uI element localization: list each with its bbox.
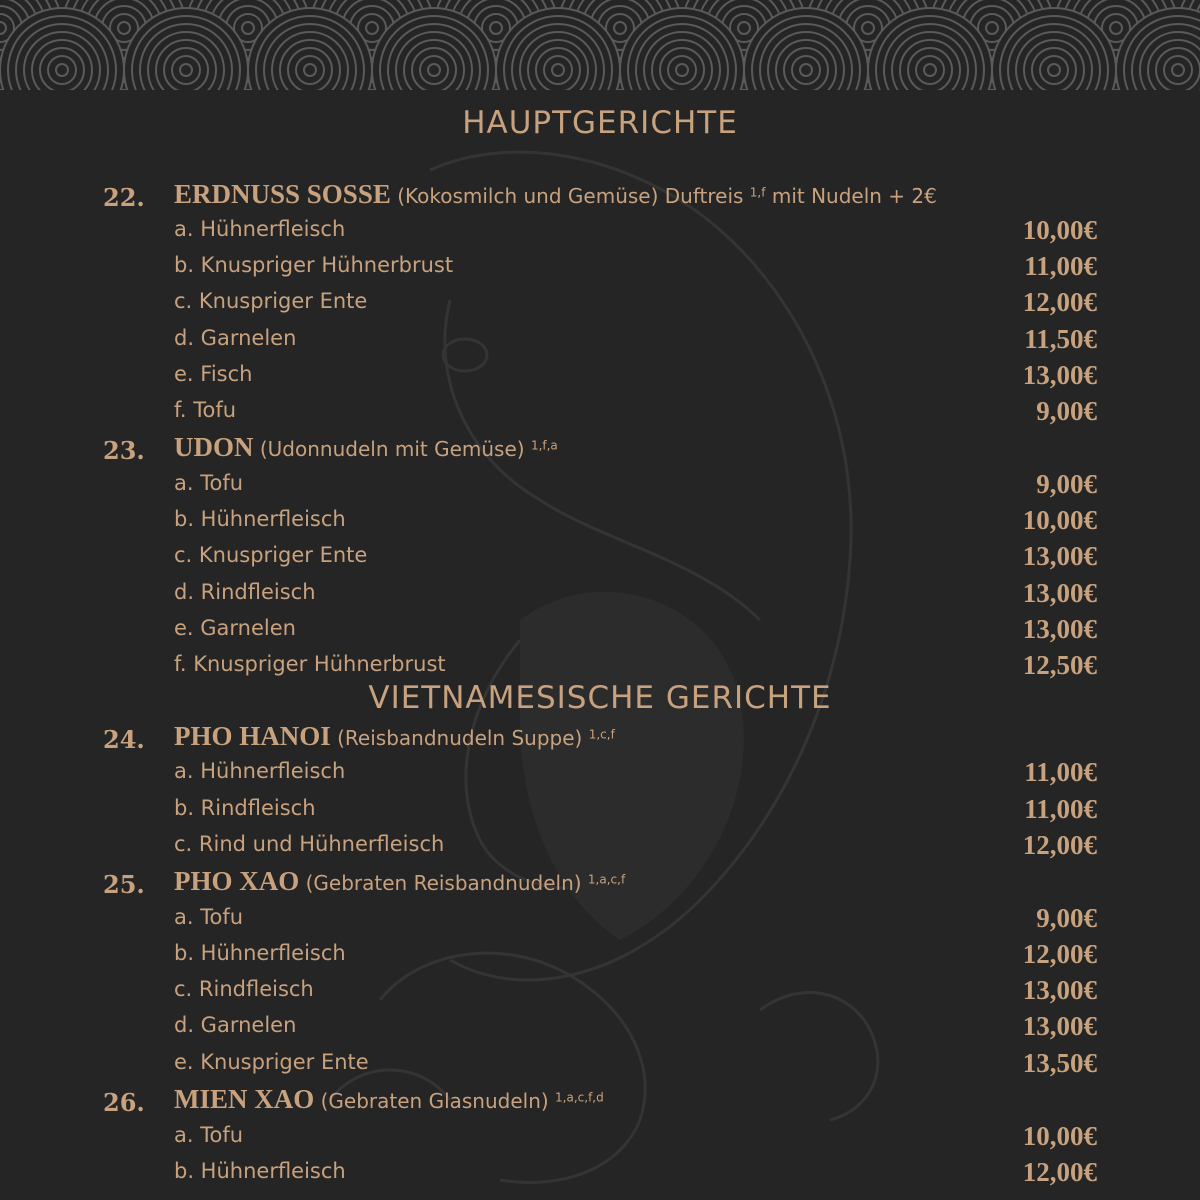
menu-item-row [0,903,1200,939]
menu-item-label: e. Fisch [174,362,253,386]
menu-item-label: b. Hühnerfleisch [174,1159,346,1183]
menu-item-label: e. Knuspriger Ente [174,1050,369,1074]
menu-item-row [0,287,1200,323]
dish-description: (Gebraten Glasnudeln) [314,1089,556,1113]
menu-item-price: 11,00€ [1024,251,1097,281]
dish-name-line [174,1084,604,1115]
menu-item-label: d. Garnelen [174,1013,297,1037]
dish-number: 25. [103,870,145,899]
menu-item-row [0,469,1200,505]
menu-item-price: 13,00€ [1022,360,1097,390]
menu-item-label: c. Rindfleisch [174,977,314,1001]
dish-name-line [174,721,615,752]
menu-item-price: 12,00€ [1022,1157,1097,1187]
dish-header [0,1084,1200,1120]
menu-item-row [0,757,1200,793]
menu-item-row [0,505,1200,541]
menu-item-price: 12,00€ [1022,287,1097,317]
dish-description: (Reisbandnudeln Suppe) [330,726,589,750]
menu-item-row [0,578,1200,614]
menu-item-price: 10,00€ [1022,1121,1097,1151]
menu-item-row [0,1157,1200,1193]
dish-name-line [174,179,937,210]
menu-item-row [0,939,1200,975]
menu-item-label: a. Tofu [174,905,244,929]
menu-item-price: 13,50€ [1022,1048,1097,1078]
menu-item-price: 11,00€ [1024,757,1097,787]
menu-item-row [0,541,1200,577]
menu-item-label: c. Knuspriger Ente [174,289,368,313]
dish-number: 26. [103,1088,145,1117]
menu-item-label: f. Tofu [174,398,237,422]
menu-item-label: b. Rindfleisch [174,796,316,820]
menu-item-price: 10,00€ [1022,215,1097,245]
menu-item-price: 12,00€ [1022,830,1097,860]
menu-item-price: 13,00€ [1022,1011,1097,1041]
dish-number: 23. [103,436,145,465]
dish-title: UDON [174,432,254,462]
dish-title: PHO XAO [174,866,300,896]
menu-item-row [0,650,1200,686]
dish-title: ERDNUSS SOSSE [174,179,391,209]
menu-item-price: 13,00€ [1022,614,1097,644]
dish-number: 22. [103,183,145,212]
dish-description: (Udonnudeln mit Gemüse) [253,437,531,461]
menu-item-row [0,1048,1200,1084]
menu-item-row [0,1121,1200,1157]
dish-header [0,721,1200,757]
menu-item-row [0,360,1200,396]
menu-item-label: a. Tofu [174,471,244,495]
menu-item-price: 10,00€ [1022,505,1097,535]
menu-item-row [0,215,1200,251]
menu-item-price: 11,50€ [1024,324,1097,354]
section-title-hauptgerichte: HAUPTGERICHTE [462,105,738,141]
menu-item-label: c. Knuspriger Ente [174,543,368,567]
dish-description: (Kokosmilch und Gemüse) Duftreis [390,184,750,208]
dish-name-line [174,432,558,463]
dish-title: MIEN XAO [174,1084,315,1114]
menu-item-row [0,794,1200,830]
menu-item-label: a. Hühnerfleisch [174,217,346,241]
dish-header [0,866,1200,902]
menu-item-price: 13,00€ [1022,975,1097,1005]
allergen-codes: 1,f,a [530,438,558,453]
allergen-codes: 1,a,c,f,d [555,1090,604,1105]
allergen-codes: 1,c,f [588,727,615,742]
allergen-codes: 1,f [749,185,766,200]
menu-item-price: 13,00€ [1022,541,1097,571]
menu-item-label: c. Rind und Hühnerfleisch [174,832,445,856]
menu-item-label: d. Garnelen [174,326,297,350]
menu-item-label: a. Tofu [174,1123,244,1147]
menu-item-row [0,396,1200,432]
allergen-codes: 1,a,c,f [587,872,626,887]
menu-item-price: 9,00€ [1036,396,1097,426]
menu-item-price: 11,00€ [1024,794,1097,824]
menu-item-row [0,830,1200,866]
menu-item-label: b. Hühnerfleisch [174,941,346,965]
section-title-vietnamesische-gerichte: VIETNAMESISCHE GERICHTE [368,680,832,716]
menu-item-price: 9,00€ [1036,903,1097,933]
dish-header [0,179,1200,215]
dish-number: 24. [103,725,145,754]
menu-item-label: b. Hühnerfleisch [174,507,346,531]
menu-item-price: 12,00€ [1022,939,1097,969]
menu-item-label: f. Knuspriger Hühnerbrust [174,652,446,676]
menu-item-row [0,1011,1200,1047]
dish-name-line [174,866,625,897]
menu-item-row [0,614,1200,650]
menu-item-label: e. Garnelen [174,616,296,640]
menu-item-price: 9,00€ [1036,469,1097,499]
menu-item-row [0,975,1200,1011]
menu-item-label: a. Hühnerfleisch [174,759,346,783]
dish-title: PHO HANOI [174,721,331,751]
menu-item-price: 13,00€ [1022,578,1097,608]
dish-description: (Gebraten Reisbandnudeln) [299,871,588,895]
dish-extra-note: mit Nudeln + 2€ [765,184,937,208]
dish-header [0,432,1200,468]
menu-item-price: 12,50€ [1022,650,1097,680]
menu-item-label: d. Rindfleisch [174,580,316,604]
menu-item-row [0,324,1200,360]
menu-item-label: b. Knuspriger Hühnerbrust [174,253,454,277]
menu-item-row [0,251,1200,287]
